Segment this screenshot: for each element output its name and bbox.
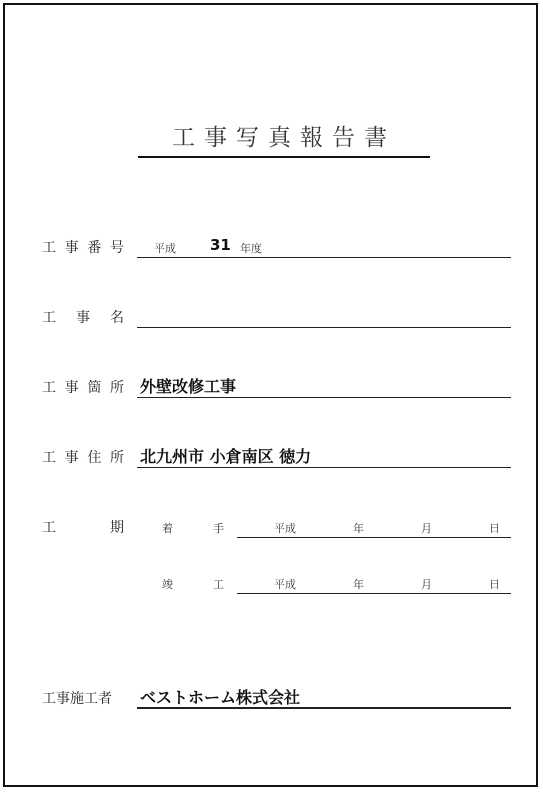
period-start-month: 月 [421,522,432,535]
construction-name-underline [137,327,511,328]
construction-name-label: 工事名 [42,310,124,326]
construction-period-label: 工期 [42,520,124,536]
construction-address-value: 北九州市 小倉南区 徳力 [140,447,312,466]
period-end-underline [237,593,511,594]
period-start-label: 着手 [162,522,224,535]
construction-number-suffix: 年度 [240,242,262,255]
period-start-year: 年 [353,522,364,535]
period-end-month: 月 [421,578,432,591]
construction-address-label: 工事住所 [42,450,124,466]
period-end-label: 竣工 [162,578,224,591]
construction-location-label: 工事箇所 [42,380,124,396]
construction-number-label: 工事番号 [42,240,124,256]
construction-address-underline [137,467,511,468]
construction-number-era: 平成 [154,242,176,255]
construction-location-underline [137,397,511,398]
construction-number-year: 31 [210,236,231,254]
construction-location-value: 外壁改修工事 [140,377,237,396]
contractor-label: 工事施工者 [42,691,112,707]
document-title: 工事写真報告書 [138,120,430,158]
period-start-era: 平成 [274,522,296,535]
construction-number-underline [137,257,511,258]
period-start-underline [237,537,511,538]
period-end-day: 日 [489,578,500,591]
period-end-year: 年 [353,578,364,591]
contractor-underline [137,707,511,709]
period-end-era: 平成 [274,578,296,591]
period-start-day: 日 [489,522,500,535]
contractor-value: ベストホーム株式会社 [140,688,301,707]
